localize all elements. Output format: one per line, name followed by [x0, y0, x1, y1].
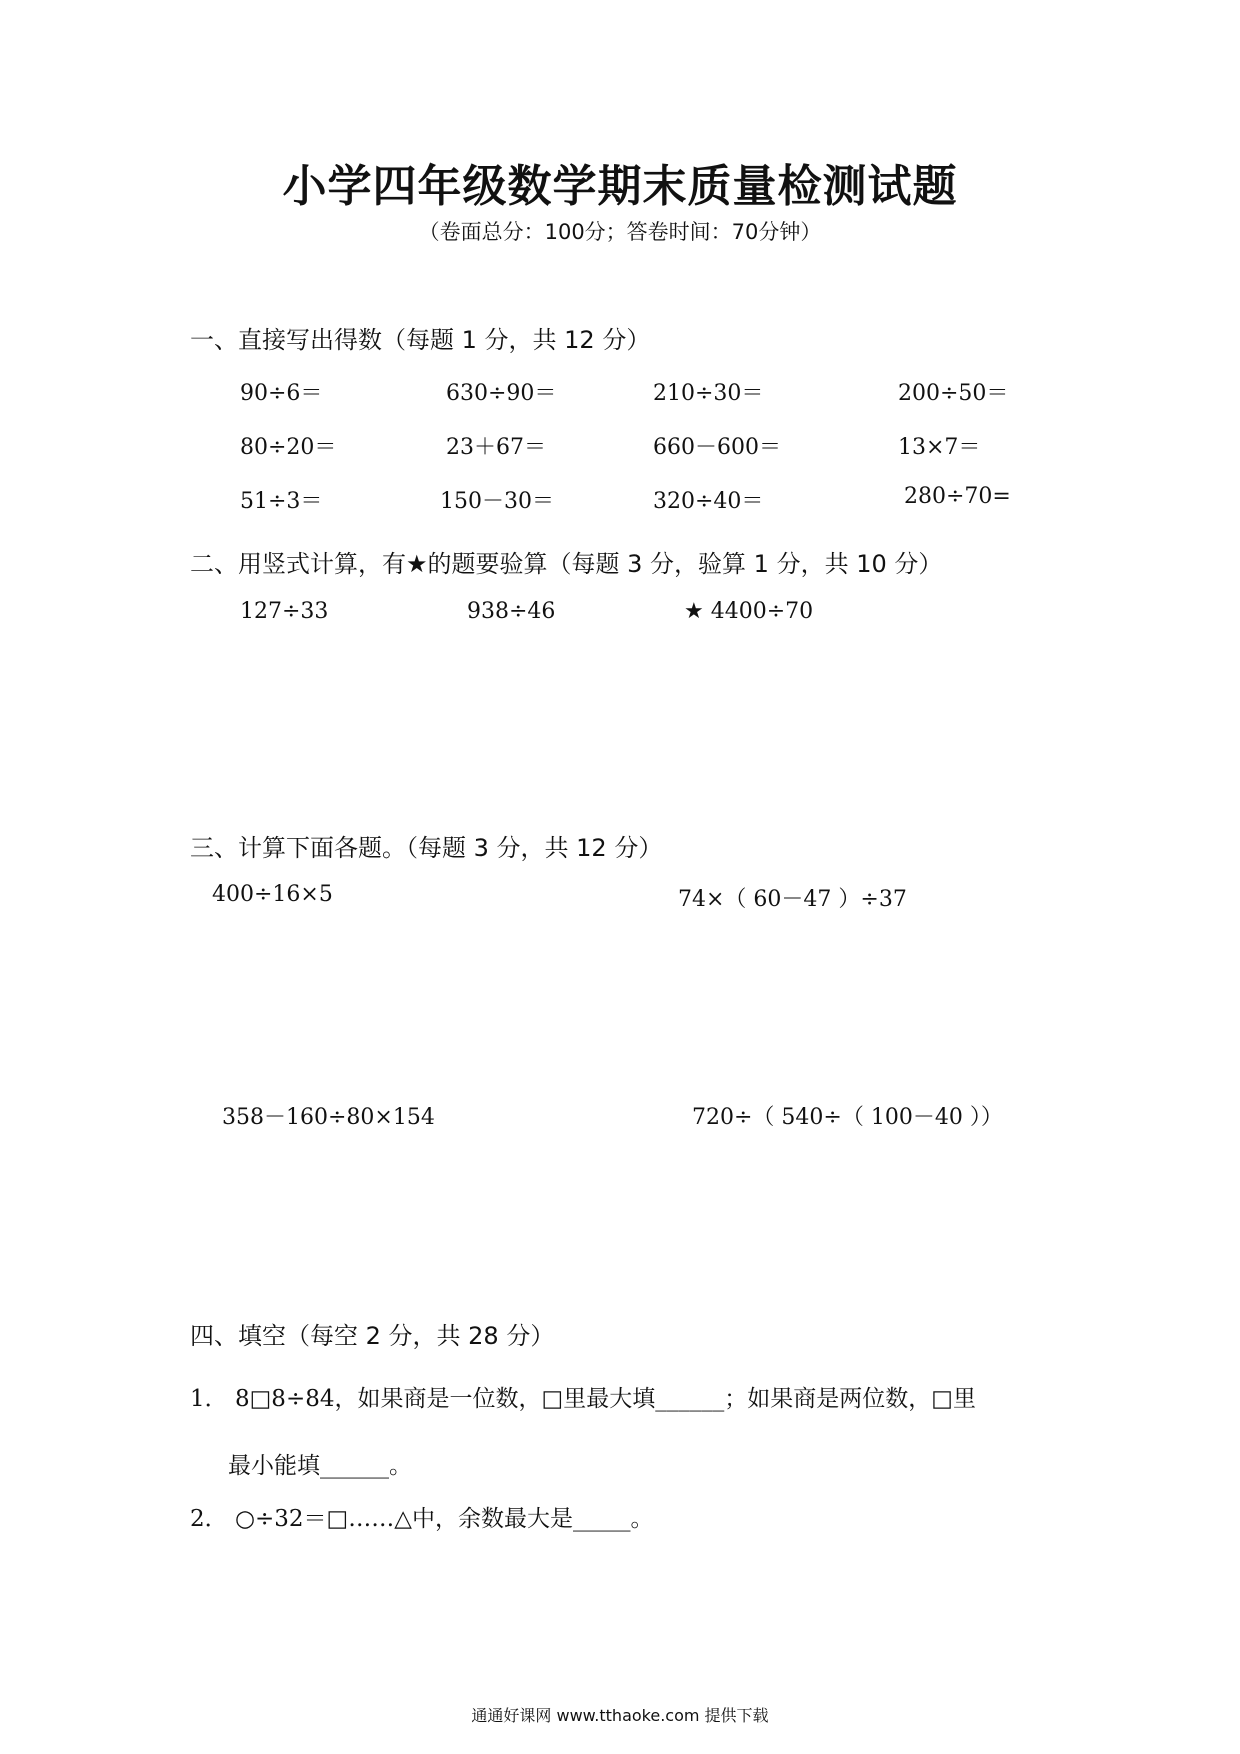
section-3-heading: 三、计算下面各题。（每题 3 分，共 12 分）	[190, 834, 663, 862]
oral-calc-item: 280÷70=	[904, 484, 1011, 509]
exam-info: （卷面总分：100分；答卷时间：70分钟）	[418, 220, 822, 244]
mixed-calc-item: 358－160÷80×154	[222, 1105, 435, 1130]
mixed-calc-item: 400÷16×5	[212, 882, 333, 907]
section-1-heading: 一、直接写出得数（每题 1 分，共 12 分）	[190, 326, 651, 354]
fill-blank-question-2: 2． ○÷32＝□……△中，余数最大是_____。	[190, 1506, 654, 1532]
page-title: 小学四年级数学期末质量检测试题	[282, 161, 958, 212]
vertical-calc-item: 938÷46	[467, 599, 556, 624]
oral-calc-item: 90÷6＝	[240, 381, 323, 406]
oral-calc-item: 210÷30＝	[653, 381, 764, 406]
mixed-calc-item: 720÷（ 540÷（ 100－40 ））	[692, 1105, 1003, 1130]
mixed-calc-item: 74×（ 60－47 ）÷37	[678, 887, 907, 912]
oral-calc-item: 13×7＝	[898, 435, 981, 460]
footer-source: 通通好课网 www.tthaoke.com 提供下载	[471, 1706, 769, 1725]
oral-calc-item: 150－30＝	[440, 489, 554, 514]
oral-calc-item: 320÷40＝	[653, 489, 764, 514]
oral-calc-item: 51÷3＝	[240, 489, 323, 514]
oral-calc-item: 660－600＝	[653, 435, 781, 460]
section-4-heading: 四、填空（每空 2 分，共 28 分）	[190, 1322, 555, 1350]
fill-blank-question-1: 1． 8□8÷84，如果商是一位数，□里最大填______；如果商是两位数，□里	[190, 1386, 976, 1412]
fill-blank-question-1-continued: 最小能填______。	[228, 1453, 412, 1479]
oral-calc-item: 23＋67＝	[446, 435, 546, 460]
section-2-heading: 二、用竖式计算，有★的题要验算（每题 3 分，验算 1 分，共 10 分）	[190, 550, 943, 578]
vertical-calc-item-starred: ★ 4400÷70	[684, 599, 814, 624]
oral-calc-item: 630÷90＝	[446, 381, 557, 406]
vertical-calc-item: 127÷33	[240, 599, 329, 624]
oral-calc-item: 80÷20＝	[240, 435, 337, 460]
oral-calc-item: 200÷50＝	[898, 381, 1009, 406]
